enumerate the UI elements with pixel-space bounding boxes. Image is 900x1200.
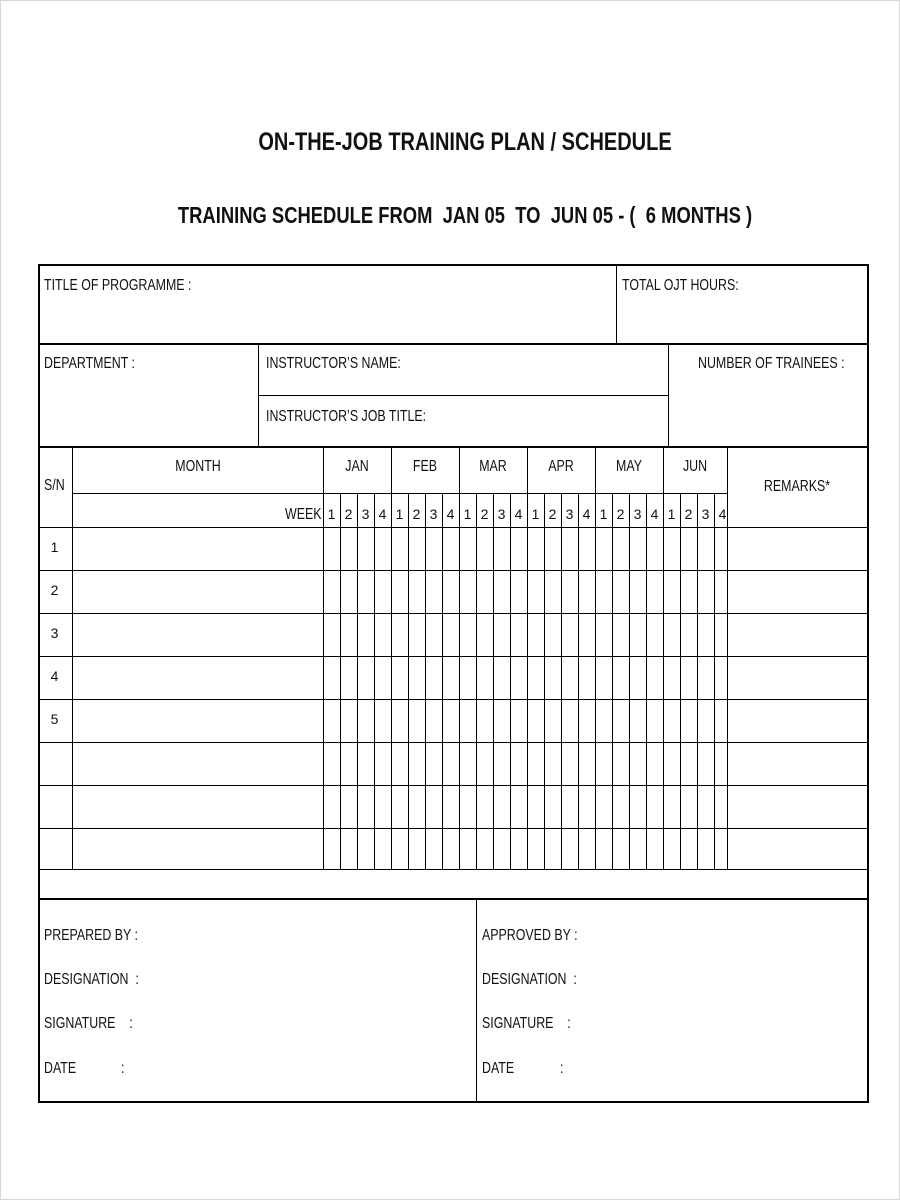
row-number: 3 [50, 625, 59, 641]
schedule-row-divider [38, 742, 867, 743]
remarks-label: REMARKS* [763, 478, 831, 495]
divider-instructor [258, 395, 668, 396]
approved-designation-label: DESIGNATION : [482, 971, 577, 988]
week-number: 2 [412, 506, 421, 522]
form-border-top [38, 264, 868, 266]
week-number: 2 [480, 506, 489, 522]
sn-label: S/N [44, 477, 65, 494]
month-header-jun: JUN [682, 458, 708, 475]
week-divider [493, 493, 494, 869]
month-label: MONTH [175, 458, 221, 475]
week-divider [442, 493, 443, 869]
row-number: 2 [50, 582, 59, 598]
divider-schedule-bottom [38, 869, 867, 870]
week-number: 4 [650, 506, 659, 522]
divider-trainees [668, 344, 669, 447]
schedule-period-subtitle: TRAINING SCHEDULE FROM JAN 05 TO JUN 05 - ( 6 MONTHS ) [177, 202, 753, 228]
month-header-apr: APR [548, 458, 574, 475]
instructor-job-title-label: INSTRUCTOR’S JOB TITLE: [266, 408, 427, 425]
form-border-right [867, 264, 869, 1103]
week-number: 2 [616, 506, 625, 522]
week-number: 4 [446, 506, 455, 522]
instructor-name-label: INSTRUCTOR’S NAME: [266, 355, 401, 372]
total-ojt-hours-label: TOTAL OJT HOURS: [622, 277, 739, 294]
month-header-may: MAY [616, 458, 642, 475]
divider-schedule-header [38, 527, 867, 528]
title-of-programme-label: TITLE OF PROGRAMME : [44, 277, 192, 294]
week-divider [340, 493, 341, 869]
month-header-mar: MAR [479, 458, 507, 475]
approved-date-label: DATE [482, 1060, 515, 1077]
week-divider [425, 493, 426, 869]
week-number: 4 [582, 506, 591, 522]
week-divider [561, 493, 562, 869]
divider-header-row [38, 343, 867, 345]
week-number: 3 [497, 506, 506, 522]
week-divider [544, 493, 545, 869]
week-number: 3 [701, 506, 710, 522]
schedule-row-divider [38, 570, 867, 571]
week-divider [578, 493, 579, 869]
week-number: 3 [633, 506, 642, 522]
week-number: 1 [531, 506, 540, 522]
prepared-signature-label: SIGNATURE : [44, 1015, 133, 1032]
divider-total-hours [616, 264, 617, 344]
week-number: 3 [429, 506, 438, 522]
schedule-row-divider [38, 613, 867, 614]
approved-date-colon: : [560, 1060, 564, 1077]
form-border-bottom [38, 1101, 868, 1103]
row-number: 1 [50, 539, 59, 555]
prepared-designation-label: DESIGNATION : [44, 971, 139, 988]
week-label: WEEK [285, 506, 322, 523]
week-divider [476, 493, 477, 869]
schedule-row-divider [38, 656, 867, 657]
week-divider [510, 493, 511, 869]
divider-signoff-top [38, 898, 867, 900]
department-label: DEPARTMENT : [44, 355, 135, 372]
week-number: 1 [463, 506, 472, 522]
week-number: 3 [361, 506, 370, 522]
week-number: 4 [378, 506, 387, 522]
week-number: 2 [344, 506, 353, 522]
number-of-trainees-label: NUMBER OF TRAINEES : [698, 355, 845, 372]
month-header-feb: FEB [412, 458, 438, 475]
prepared-date-label: DATE [44, 1060, 77, 1077]
prepared-by-label: PREPARED BY : [44, 927, 138, 944]
week-divider [680, 493, 681, 869]
schedule-row-divider [38, 785, 867, 786]
page-title: ON-THE-JOB TRAINING PLAN / SCHEDULE [258, 128, 672, 156]
week-number: 4 [514, 506, 523, 522]
week-divider [612, 493, 613, 869]
week-number: 4 [718, 506, 727, 522]
schedule-row-divider [38, 828, 867, 829]
row-number: 5 [50, 711, 59, 727]
week-divider [646, 493, 647, 869]
week-divider [714, 493, 715, 869]
week-number: 3 [565, 506, 574, 522]
row-number: 4 [50, 668, 59, 684]
divider-signoff-columns [476, 898, 477, 1102]
approved-signature-label: SIGNATURE : [482, 1015, 571, 1032]
week-number: 1 [395, 506, 404, 522]
week-divider [629, 493, 630, 869]
week-divider [374, 493, 375, 869]
week-divider [408, 493, 409, 869]
month-header-jan: JAN [345, 458, 369, 475]
approved-by-label: APPROVED BY : [482, 927, 578, 944]
week-number: 1 [599, 506, 608, 522]
schedule-row-divider [38, 699, 867, 700]
week-number: 2 [548, 506, 557, 522]
week-divider [357, 493, 358, 869]
week-divider [697, 493, 698, 869]
divider-sn-column [72, 446, 73, 869]
divider-schedule-top [38, 446, 867, 448]
form-border-left [38, 264, 40, 1103]
prepared-date-colon: : [121, 1060, 125, 1077]
week-number: 2 [684, 506, 693, 522]
week-number: 1 [667, 506, 676, 522]
week-number: 1 [327, 506, 336, 522]
